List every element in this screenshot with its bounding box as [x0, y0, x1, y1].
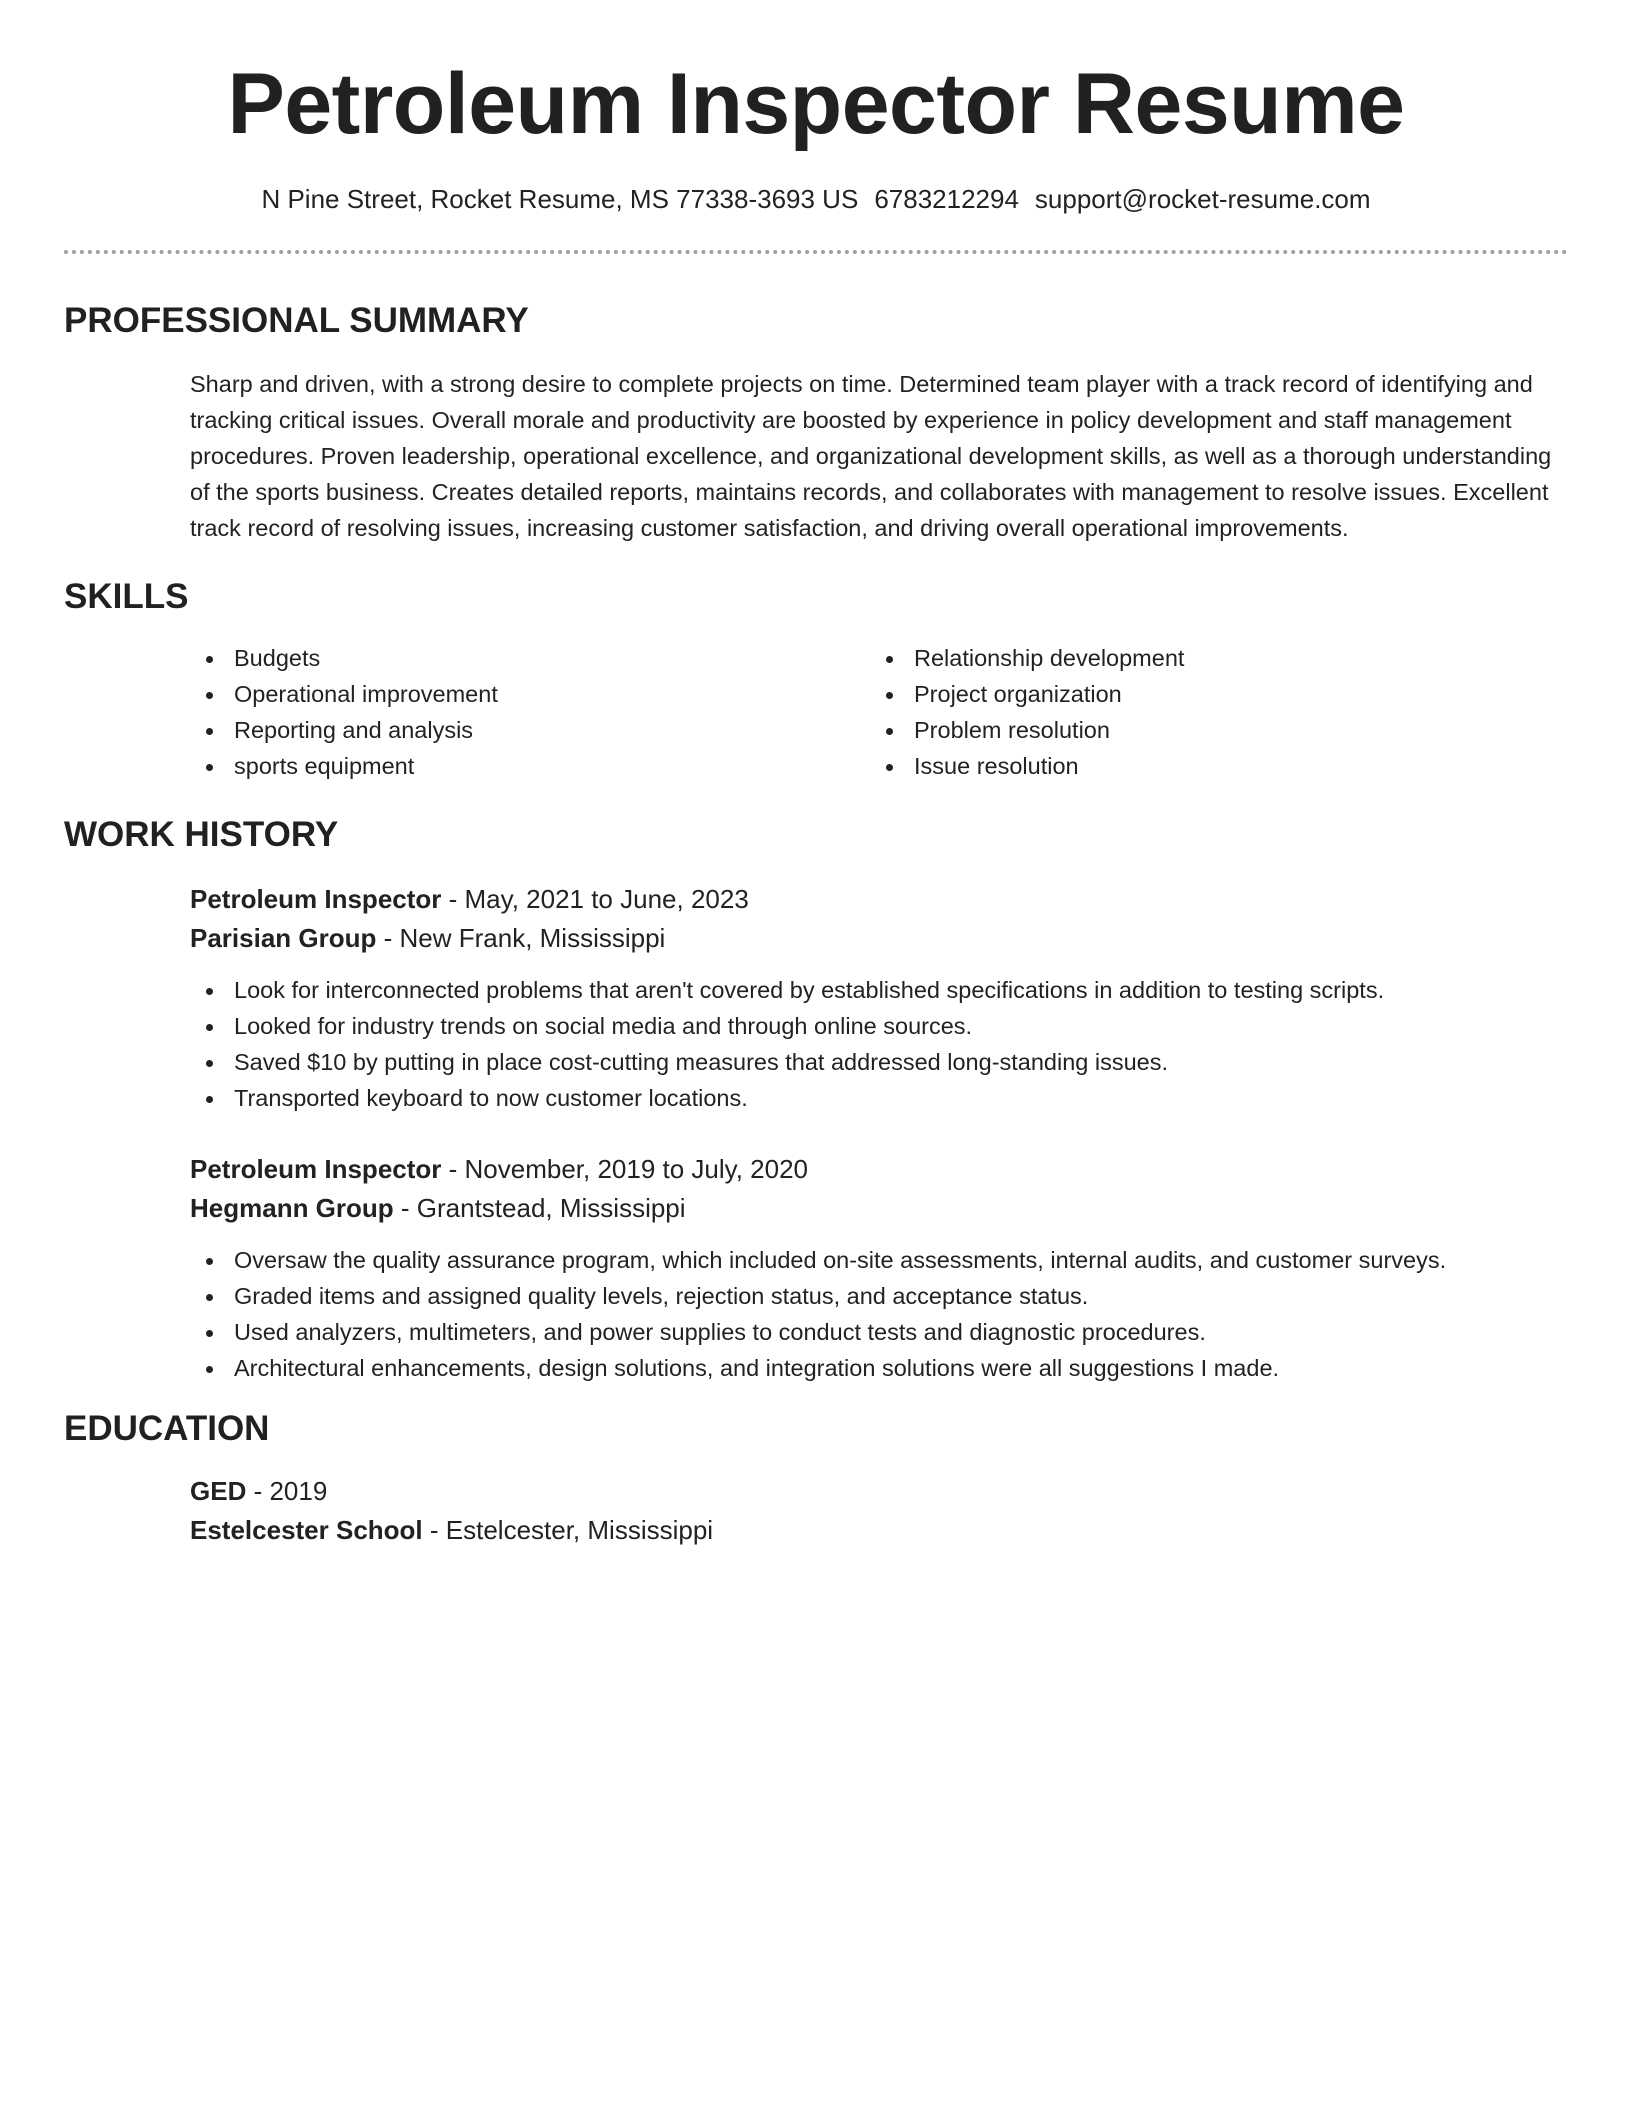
page-title: Petroleum Inspector Resume	[227, 56, 1405, 152]
skill-item: Issue resolution	[870, 748, 1550, 784]
skills-grid	[190, 640, 1568, 784]
skill-item: Budgets	[190, 640, 870, 676]
job-company-line	[190, 919, 1568, 958]
list-item: Oversaw the quality assurance program, which included on-site assessments, internal audits, and customer surveys.	[190, 1242, 1568, 1278]
summary-section	[64, 300, 1568, 546]
education-heading: EDUCATION	[64, 1409, 270, 1448]
skill-item: Problem resolution	[870, 712, 1550, 748]
job-title: Petroleum Inspector	[190, 1154, 442, 1184]
education-degree-line	[190, 1472, 1568, 1511]
skill-item: Reporting and analysis	[190, 712, 870, 748]
list-item: Looked for industry trends on social media and through online sources.	[190, 1008, 1568, 1044]
skills-column-right	[870, 640, 1550, 784]
job-dates: - May, 2021 to June, 2023	[441, 884, 749, 914]
list-item: Transported keyboard to now customer locations.	[190, 1080, 1568, 1116]
job-dates: - November, 2019 to July, 2020	[441, 1154, 809, 1184]
job-location: - Grantstead, Mississippi	[393, 1193, 686, 1223]
list-item: Saved $10 by putting in place cost-cutting measures that addressed long-standing issues.	[190, 1044, 1568, 1080]
summary-heading: PROFESSIONAL SUMMARY	[64, 301, 529, 340]
job-title: Petroleum Inspector	[190, 884, 442, 914]
list-item: Architectural enhancements, design solutions, and integration solutions were all suggestions I made.	[190, 1350, 1568, 1386]
list-item: Graded items and assigned quality levels, rejection status, and acceptance status.	[190, 1278, 1568, 1314]
education-school: Estelcester School	[190, 1515, 423, 1545]
education-section	[64, 1408, 1568, 1550]
job-company-line	[190, 1189, 1568, 1228]
skills-heading: SKILLS	[64, 577, 189, 616]
contact-email: support@rocket-resume.com	[1034, 184, 1371, 214]
job-bullets	[190, 1242, 1568, 1386]
work-section	[64, 814, 1568, 1386]
education-location: - Estelcester, Mississippi	[422, 1515, 714, 1545]
education-entry	[190, 1472, 1568, 1550]
job-title-line	[190, 880, 1568, 919]
job-company: Parisian Group	[190, 923, 377, 953]
job-entry	[190, 880, 1568, 1116]
job-company: Hegmann Group	[190, 1193, 394, 1223]
job-entry	[190, 1150, 1568, 1386]
contact-address: N Pine Street, Rocket Resume, MS 77338-3693 US	[261, 184, 859, 214]
education-school-line	[190, 1511, 1568, 1550]
contact-line	[64, 182, 1568, 216]
header-divider	[64, 250, 1568, 254]
skill-item: Relationship development	[870, 640, 1550, 676]
job-bullets	[190, 972, 1568, 1116]
list-item: Look for interconnected problems that aren't covered by established specifications in addition to testing scripts.	[190, 972, 1568, 1008]
list-item: Used analyzers, multimeters, and power supplies to conduct tests and diagnostic procedures.	[190, 1314, 1568, 1350]
skill-item: Operational improvement	[190, 676, 870, 712]
skills-column-left	[190, 640, 870, 784]
education-year: - 2019	[246, 1476, 328, 1506]
skill-item: Project organization	[870, 676, 1550, 712]
skills-section	[64, 576, 1568, 784]
job-location: - New Frank, Mississippi	[376, 923, 666, 953]
job-title-line	[190, 1150, 1568, 1189]
skill-item: sports equipment	[190, 748, 870, 784]
work-heading: WORK HISTORY	[64, 815, 339, 854]
contact-phone: 6783212294	[874, 184, 1019, 214]
education-degree: GED	[190, 1476, 247, 1506]
summary-text: Sharp and driven, with a strong desire to complete projects on time. Determined team player with a track record of identifying and tracking critical issues. Overall morale and productivity are boosted by experience in policy development and staff management procedures. Proven leadership, operational excellence, and organizational development skills, as well as a thorough understanding of the sports business. Creates detailed reports, maintains records, and collaborates with management to resolve issues. Excellent track record of resolving issues, increasing customer satisfaction, and driving overall operational improvements.	[190, 371, 1552, 541]
